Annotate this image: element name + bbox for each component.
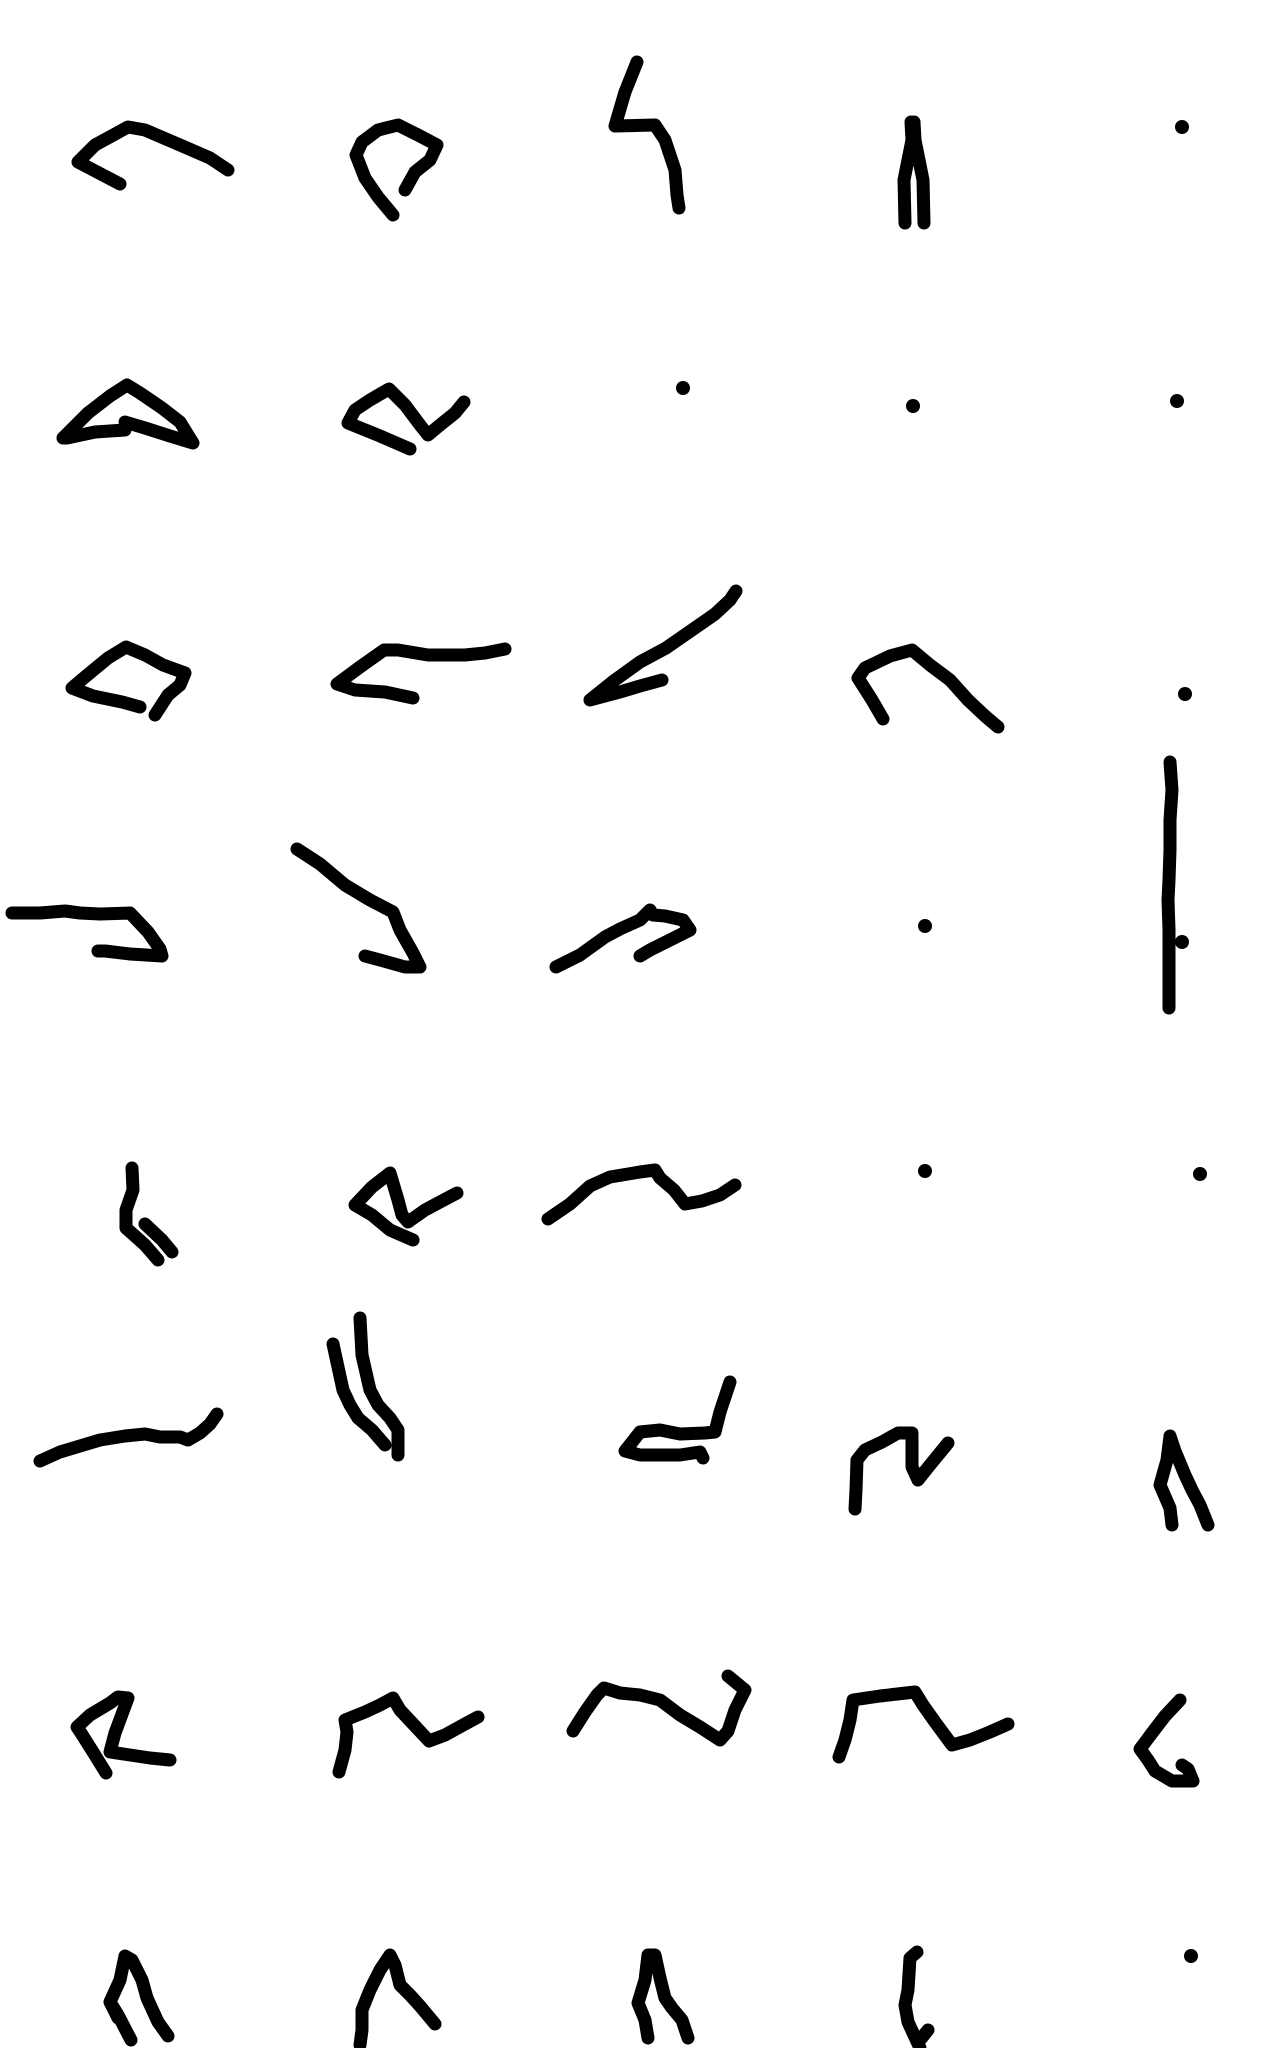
glyph-r4c5-dot: [1175, 935, 1189, 949]
glyph-r8c5-dot: [1184, 1949, 1198, 1963]
glyph-r5c4-dot: [918, 1164, 932, 1178]
glyph-r3c5-dot: [1178, 687, 1192, 701]
glyph-r4c5: [1168, 762, 1172, 1008]
glyph-r2c5-dot: [1170, 394, 1184, 408]
glyph-r2c3-dot: [676, 381, 690, 395]
glyph-r1c5-dot: [1175, 120, 1189, 134]
glyph-r5c5-dot: [1193, 1167, 1207, 1181]
glyph-r2c4-dot: [906, 399, 920, 413]
glyph-r4c4-dot: [918, 919, 932, 933]
